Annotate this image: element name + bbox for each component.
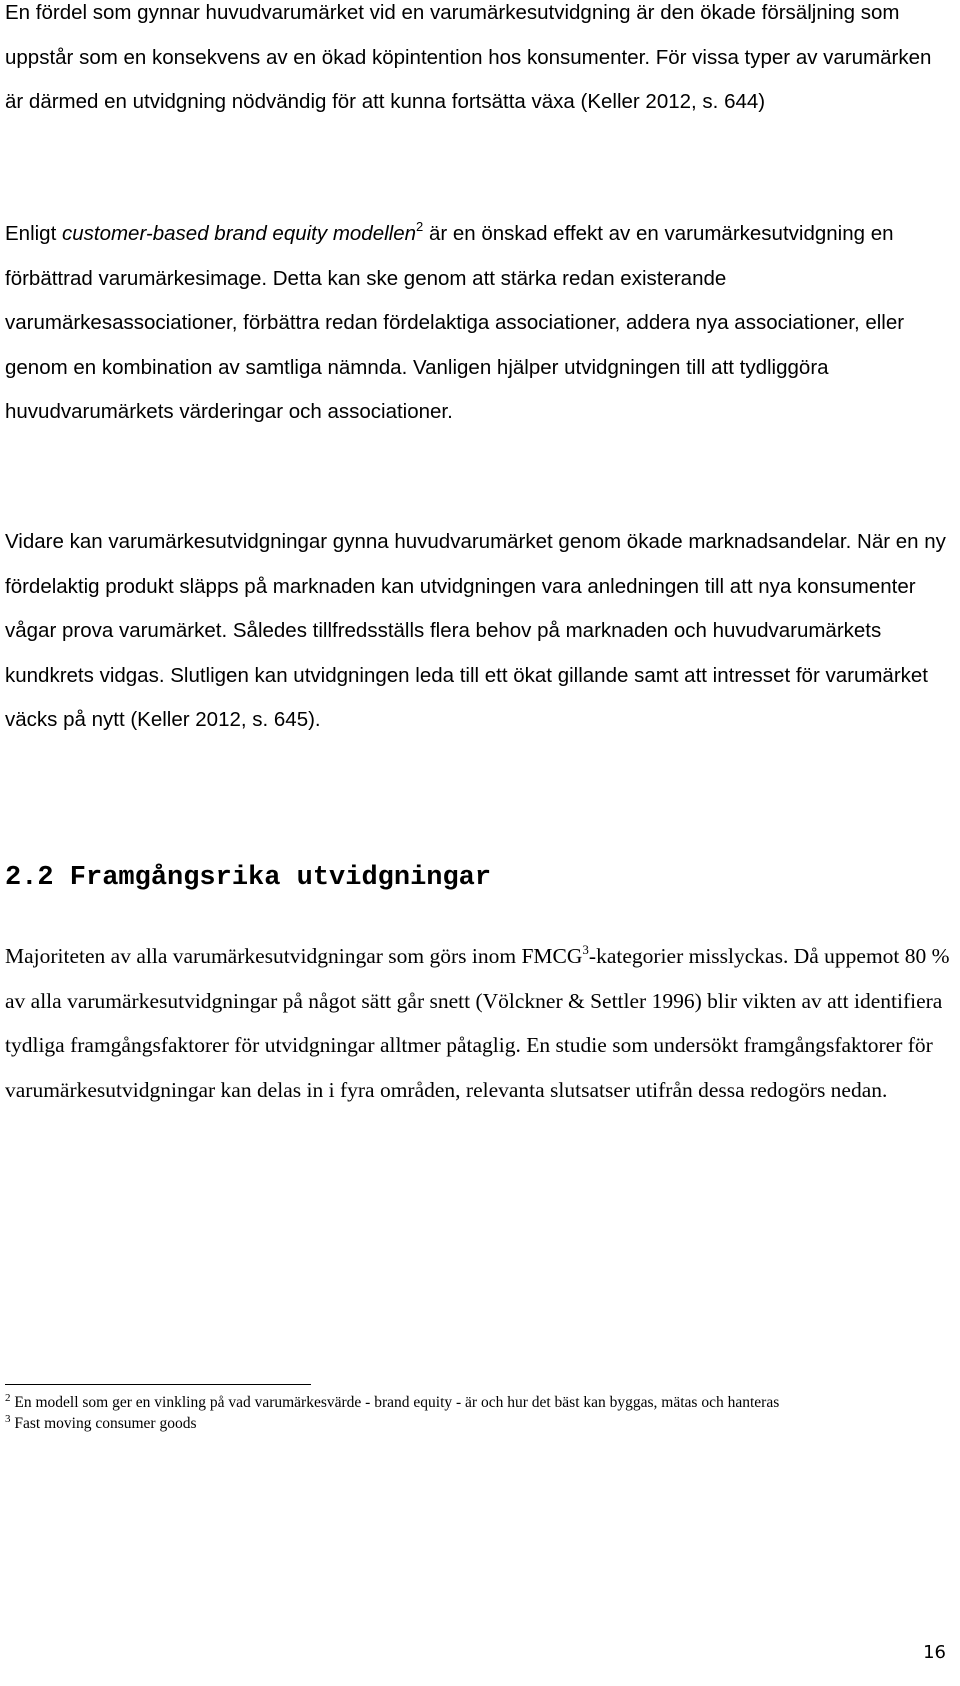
footnote-marker: 3	[5, 1413, 11, 1425]
footnote-reference-2[interactable]: 2	[416, 219, 424, 234]
footnote-text: En modell som ger en vinkling på vad varumärkesvärde - brand equity - är och hur det bäst kan byggas, mätas och hanteras	[14, 1394, 780, 1411]
footnote-reference-3[interactable]: 3	[582, 942, 589, 957]
italic-term: customer-based brand equity modellen	[61, 222, 417, 245]
paragraph-body-text: är en önskad effekt av en varumärkesutvidgning en förbättrad varumärkesimage. Detta kan ske genom att stärka redan existerande varumärkesassociationer, förbättra redan fördelaktiga associationer, addera nya associationer, eller genom en kombination av samtliga nämnda. Vanligen hjälper utvidgningen till att tydliggöra huvudvarumärkets värderingar och associationer.	[5, 222, 905, 424]
footnote-divider	[5, 1384, 311, 1385]
paragraph-body-text: -kategorier misslyckas. Då uppemot 80 % av alla varumärkesutvidgningar på något sätt går snett (Völckner & Settler 1996) blir vikten av att identifiera tydliga framgångsfaktorer för utvidgningar alltmer påtaglig. En studie som undersökt framgångsfaktorer för varumärkesutvidgningar kan delas in i fyra områden, relevanta slutsatser utifrån dessa redogörs nedan.	[5, 944, 950, 1102]
paragraph-lead-text: Enligt	[5, 222, 62, 245]
paragraph-brand-extension-benefit: En fördel som gynnar huvudvarumärket vid en varumärkesutvidgning är den ökade försäljning som uppstår som en konsekvens av en ökad köpintention hos konsumenter. För vissa typer av varumärken är därmed en utvidgning nödvändig för att kunna fortsätta växa (Keller 2012, s. 644)	[5, 1, 932, 114]
footnote-3	[5, 1413, 953, 1434]
paragraph-brand-equity-model	[5, 212, 953, 435]
paragraph-market-share: Vidare kan varumärkesutvidgningar gynna huvudvarumärket genom ökade marknadsandelar. När en ny fördelaktig produkt släpps på marknaden kan utvidgningen vara anledningen till att nya konsumenter vågar prova varumärket. Således tillfredsställs flera behov på marknaden och huvudvarumärkets kundkrets vidgas. Slutligen kan utvidgningen leda till ett ökat gillande samt att intresset för varumärket väcks på nytt (Keller 2012, s. 645).	[5, 530, 946, 732]
section-heading: 2.2 Framgångsrika utvidgningar	[5, 863, 492, 893]
paragraph-lead-text: Majoriteten av alla varumärkesutvidgningar som görs inom FMCG	[5, 944, 583, 968]
footnote-2	[5, 1392, 953, 1413]
footnote-marker: 2	[5, 1392, 11, 1404]
paragraph-success-factors	[5, 934, 953, 1112]
footnote-text: Fast moving consumer goods	[14, 1415, 197, 1432]
page-number: 16	[923, 1642, 946, 1663]
footnotes	[5, 1392, 953, 1434]
